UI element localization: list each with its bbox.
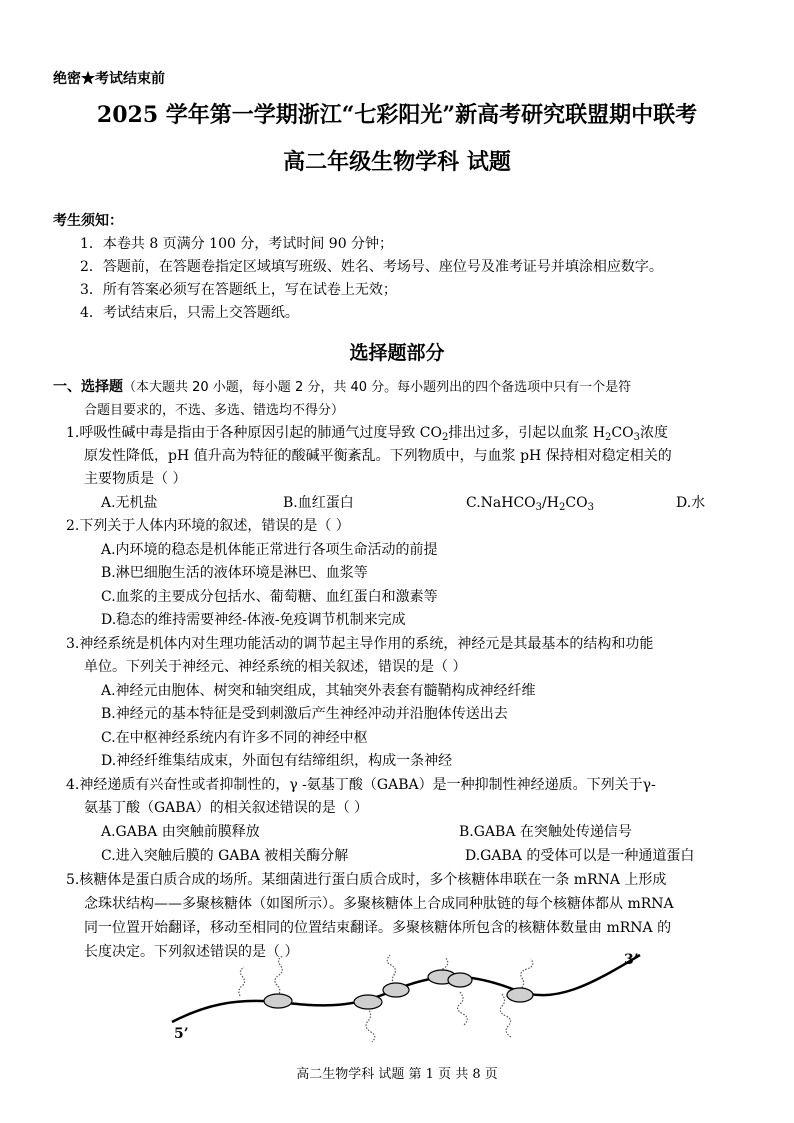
subscript: 3 xyxy=(587,502,594,513)
subscript: 2 xyxy=(442,432,449,443)
exam-subtitle: 高二年级生物学科 试题 xyxy=(283,149,511,175)
q2-stem: 2.下列关于人体内环境的叙述，错误的是（ ） xyxy=(66,518,350,534)
q4-stem-line: 氨基丁酸（GABA）的相关叙述错误的是（ ） xyxy=(84,800,369,816)
subscript: 2 xyxy=(558,502,566,513)
q5-stem-line: 念珠状结构——多聚核糖体（如图所示）。多聚核糖体上合成同种肽链的每个核糖体都从 mRNA xyxy=(84,896,674,912)
peptide-chain xyxy=(520,959,533,990)
q1-option-a: A.无机盐 xyxy=(101,495,158,511)
peptide-chain xyxy=(458,992,468,1025)
q4-stem-line: 4.神经递质有兴奋性或者抑制性的，γ -氨基丁酸（GABA）是一种抑制性神经递质。下列关于γ- xyxy=(66,777,656,793)
label-5-prime: 5’ xyxy=(174,1026,189,1042)
q3-option-b: B.神经元的基本特征是受到刺激后产生神经冲动并沿胞体传送出去 xyxy=(101,706,508,722)
q5-stem-line: 同一位置开始翻译，移动至相同的位置结束翻译。多聚核糖体所包含的核糖体数量由 mRNA 的 xyxy=(84,920,672,936)
part-instruction: （本大题共 20 小题，每小题 2 分，共 40 分。每小题列出的四个备选项中只有一个是符 xyxy=(123,380,632,395)
polyribosome-figure xyxy=(160,950,660,1045)
notice-item: 3．所有答案必须写在答题纸上，写在试卷上无效； xyxy=(80,282,397,298)
ribosome xyxy=(264,994,292,1008)
q5-stem-line: 长度决定。下列叙述错误的是（ ） xyxy=(84,944,299,960)
q3-stem-line: 单位。下列关于神经元、神经系统的相关叙述，错误的是（ ） xyxy=(84,659,467,675)
q4-option-a: A.GABA 由突触前膜释放 xyxy=(101,824,260,840)
part-heading xyxy=(53,376,631,399)
q5-stem-line: 5.核糖体是蛋白质合成的场所。某细菌进行蛋白质合成时，多个核糖体串联在一条 mRNA 上形成 xyxy=(66,872,667,888)
q4-option-c: C.进入突触后膜的 GABA 被相关酶分解 xyxy=(101,848,349,864)
q1-stem-line xyxy=(66,422,668,445)
q1-stem-line: 主要物质是（ ） xyxy=(84,471,187,487)
notice-item: 4．考试结束后，只需上交答题纸。 xyxy=(80,305,299,321)
subscript: 3 xyxy=(535,502,543,513)
subscript: 3 xyxy=(633,432,640,443)
q2-option-d: D.稳态的维持需要神经-体液-免疫调节机制来完成 xyxy=(101,612,406,628)
page-footer: 高二生物学科 试题 第 1 页 共 8 页 xyxy=(296,1067,498,1082)
q3-option-d: D.神经纤维集结成束，外面包有结缔组织，构成一条神经 xyxy=(101,753,453,769)
q1-option-c xyxy=(466,492,594,515)
notice-item: 1．本卷共 8 页满分 100 分，考试时间 90 分钟； xyxy=(80,236,394,252)
section-title: 选择题部分 xyxy=(349,342,445,364)
peptide-chain xyxy=(275,956,283,996)
part-label: 一、选择题 xyxy=(53,379,123,395)
q3-stem-line: 3.神经系统是机体内对生理功能活动的调节起主导作用的系统，神经元是其最基本的结构和功能 xyxy=(66,636,654,652)
q3-option-c: C.在中枢神经系统内有许多不同的神经中枢 xyxy=(101,730,368,746)
q4-option-d: D.GABA 的受体可以是一种通道蛋白 xyxy=(465,848,695,864)
peptide-chain xyxy=(500,994,511,1037)
exam-title: 2025 学年第一学期浙江“七彩阳光”新高考研究联盟期中联考 xyxy=(96,102,698,128)
opt-text: CO xyxy=(565,495,588,511)
q4-option-b: B.GABA 在突触处传递信号 xyxy=(459,824,632,840)
peptide-chain xyxy=(366,1008,375,1042)
subscript: 2 xyxy=(605,432,612,443)
q3-option-a: A.神经元由胞体、树突和轴突组成，其轴突外表套有髓鞘构成神经纤维 xyxy=(101,683,536,699)
ribosome xyxy=(354,995,382,1009)
peptide-chain xyxy=(239,967,245,996)
q1-option-d: D.水 xyxy=(676,495,706,511)
q1-text: 1.呼吸性碱中毒是指由于各种原因引起的肺通气过度导致 CO xyxy=(66,425,442,441)
peptide-chain xyxy=(387,955,396,986)
q2-option-b: B.淋巴细胞生活的液体环境是淋巴、血浆等 xyxy=(101,565,368,581)
ribosome xyxy=(448,973,472,987)
q2-option-c: C.血浆的主要成分包括水、葡萄糖、血红蛋白和激素等 xyxy=(101,589,438,605)
confidential-mark: 绝密★考试结束前 xyxy=(53,71,165,87)
q2-option-a: A.内环境的稳态是机体能正常进行各项生命活动的前提 xyxy=(101,542,438,558)
q1-text: 浓度 xyxy=(640,425,668,441)
notice-heading: 考生须知： xyxy=(53,213,123,229)
notice-item: 2．答题前，在答题卷指定区域填写班级、姓名、考场号、座位号及准考证号并填涂相应数字。 xyxy=(80,259,663,275)
ribosome xyxy=(507,988,533,1002)
opt-text: C.NaHCO xyxy=(466,495,536,511)
q1-option-b: B.血红蛋白 xyxy=(283,495,354,511)
q1-stem-line: 原发性降低，pH 值升高为特征的酸碱平衡紊乱。下列物质中，与血浆 pH 保持相对稳定相关的 xyxy=(84,448,672,464)
ribosome xyxy=(383,983,409,997)
q1-text: 排出过多，引起以血浆 H xyxy=(448,425,606,441)
label-3-prime: 3’ xyxy=(624,952,639,968)
q1-text: CO xyxy=(611,425,634,441)
opt-text: /H xyxy=(542,495,559,511)
part-instruction-cont: 合题目要求的，不选、多选、错选均不得分） xyxy=(84,403,345,418)
